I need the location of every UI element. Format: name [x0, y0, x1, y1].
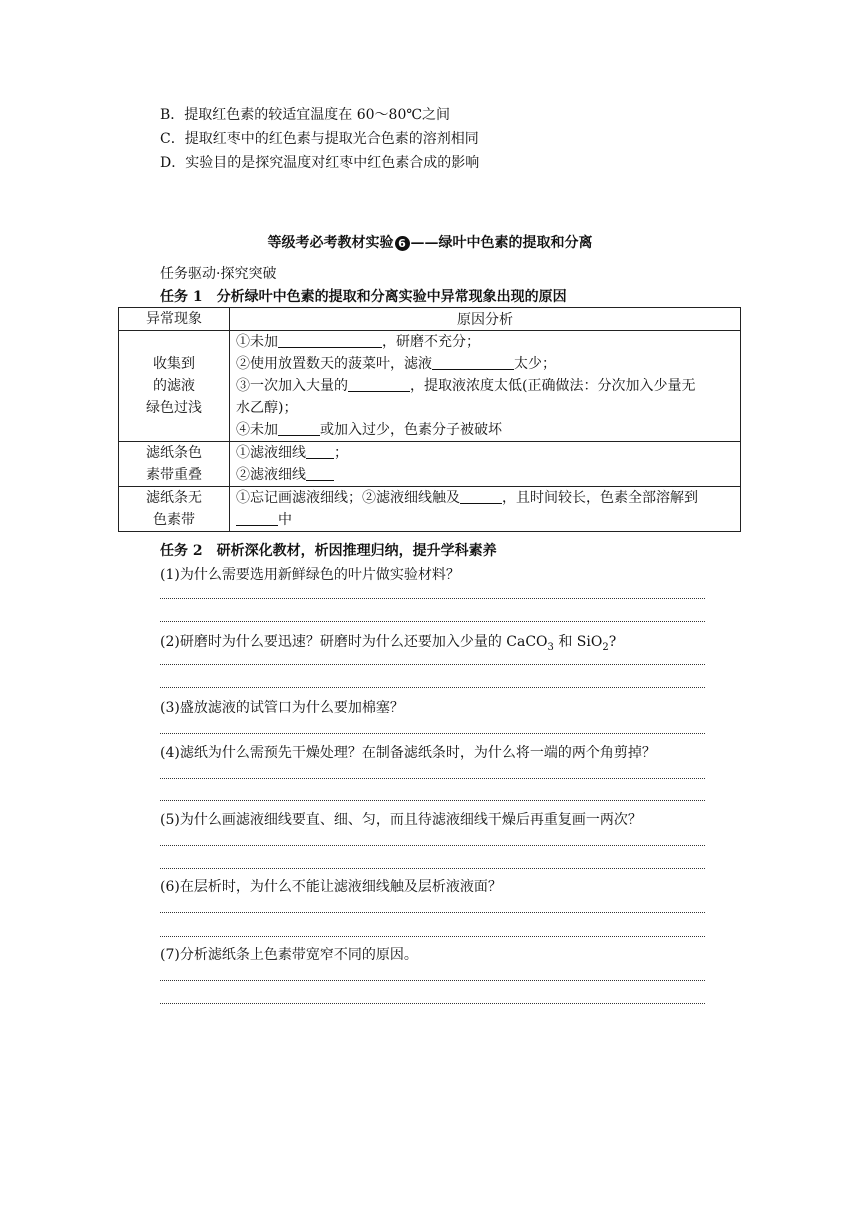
- task1-title: 分析绿叶中色素的提取和分离实验中异常现象出现的原因: [216, 289, 567, 305]
- task2-label: 任务 2: [160, 543, 203, 559]
- cause-text: 太少；: [514, 356, 556, 372]
- phenomenon-line: 滤纸条无: [146, 490, 202, 506]
- subscript: 3: [547, 641, 554, 653]
- question-1: (1)为什么需要选用新鲜绿色的叶片做实验材料？: [160, 567, 460, 583]
- fill-blank[interactable]: [278, 421, 320, 436]
- phenomenon-line: 素带重叠: [146, 467, 202, 483]
- cause-text: ①未加: [236, 334, 278, 350]
- cause-text: 或加入过少，色素分子被破坏: [320, 422, 502, 438]
- section-title-suffix: ——绿叶中色素的提取和分离: [410, 235, 593, 251]
- task1-heading: [160, 286, 567, 306]
- cause-text: ；: [334, 445, 348, 461]
- fill-blank[interactable]: [278, 333, 382, 348]
- answer-line[interactable]: [160, 868, 705, 869]
- question-2: [160, 631, 616, 653]
- fill-blank[interactable]: [460, 489, 502, 504]
- option-c: C．提取红枣中的红色素与提取光合色素的溶剂相同: [160, 131, 479, 147]
- fill-blank[interactable]: [432, 355, 514, 370]
- answer-line[interactable]: [160, 800, 705, 801]
- cause-text: ①忘记画滤液细线；②滤液细线触及: [236, 490, 460, 506]
- subscript: 2: [602, 641, 609, 653]
- table-row: [119, 331, 741, 442]
- cause-text: ，且时间较长，色素全部溶解到: [502, 490, 698, 506]
- subheading: 任务驱动·探究突破: [160, 266, 277, 282]
- header-phenomenon: 异常现象: [119, 308, 230, 331]
- phenomenon-cell: [119, 487, 230, 532]
- answer-line[interactable]: [160, 687, 705, 688]
- answer-line[interactable]: [160, 733, 705, 734]
- question-2-text: (2)研磨时为什么要迅速？研磨时为什么还要加入少量的 CaCO: [160, 634, 548, 650]
- cause-text: 水乙醇)；: [236, 400, 298, 416]
- question-6: (6)在层析时，为什么不能让滤液细线触及层析液液面？: [160, 879, 502, 895]
- answer-line[interactable]: [160, 621, 705, 622]
- question-5: (5)为什么画滤液细线要直、细、匀，而且待滤液细线干燥后再重复画一两次？: [160, 812, 642, 828]
- answer-line[interactable]: [160, 980, 705, 981]
- phenomenon-line: 色素带: [153, 512, 195, 528]
- section-title: [0, 232, 860, 252]
- question-3: (3)盛放滤液的试管口为什么要加棉塞？: [160, 700, 404, 716]
- table-header-row: [119, 308, 741, 331]
- cause-text: ④未加: [236, 422, 278, 438]
- header-cause: 原因分析: [230, 308, 741, 331]
- phenomenon-cell: [119, 331, 230, 442]
- cause-cell: [230, 487, 741, 532]
- cause-text: ，研磨不充分；: [382, 334, 480, 350]
- answer-line[interactable]: [160, 598, 705, 599]
- fill-blank[interactable]: [348, 377, 410, 392]
- phenomenon-line: 滤纸条色: [146, 445, 202, 461]
- cause-text: ①滤液细线: [236, 445, 306, 461]
- cause-text: ③一次加入大量的: [236, 378, 348, 394]
- question-7: (7)分析滤纸条上色素带宽窄不同的原因。: [160, 947, 418, 963]
- cause-cell: [230, 442, 741, 487]
- question-2-text: 和 SiO: [553, 634, 603, 650]
- table-row: [119, 487, 741, 532]
- cause-cell: [230, 331, 741, 442]
- task1-label: 任务 1: [160, 289, 203, 305]
- fill-blank[interactable]: [236, 511, 278, 526]
- phenomenon-line: 收集到: [153, 356, 195, 372]
- question-2-text: ?: [608, 634, 617, 650]
- cause-text: ②滤液细线: [236, 467, 306, 483]
- phenomenon-line: 的滤液: [153, 378, 195, 394]
- answer-line[interactable]: [160, 664, 705, 665]
- answer-line[interactable]: [160, 912, 705, 913]
- task2-title: 研析深化教材，析因推理归纳，提升学科素养: [216, 543, 497, 559]
- answer-line[interactable]: [160, 936, 705, 937]
- task2-heading: [160, 540, 497, 560]
- fill-blank[interactable]: [306, 444, 334, 459]
- option-b: B．提取红色素的较适宜温度在 60～80℃之间: [160, 107, 451, 123]
- fill-blank[interactable]: [306, 466, 334, 481]
- answer-line[interactable]: [160, 1003, 705, 1004]
- cause-text: 中: [278, 512, 292, 528]
- option-d: D．实验目的是探究温度对红枣中红色素合成的影响: [160, 155, 480, 171]
- section-title-prefix: 等级考必考教材实验: [267, 235, 394, 251]
- table-row: [119, 442, 741, 487]
- anomaly-table: [118, 307, 741, 532]
- answer-line[interactable]: [160, 845, 705, 846]
- circled-number-badge: 6: [395, 236, 410, 251]
- phenomenon-line: 绿色过浅: [146, 400, 202, 416]
- cause-text: ，提取液浓度太低(正确做法：分次加入少量无: [410, 378, 696, 394]
- answer-line[interactable]: [160, 778, 705, 779]
- phenomenon-cell: [119, 442, 230, 487]
- cause-text: ②使用放置数天的菠菜叶，滤液: [236, 356, 432, 372]
- question-4: (4)滤纸为什么需预先干燥处理？在制备滤纸条时，为什么将一端的两个角剪掉？: [160, 745, 656, 761]
